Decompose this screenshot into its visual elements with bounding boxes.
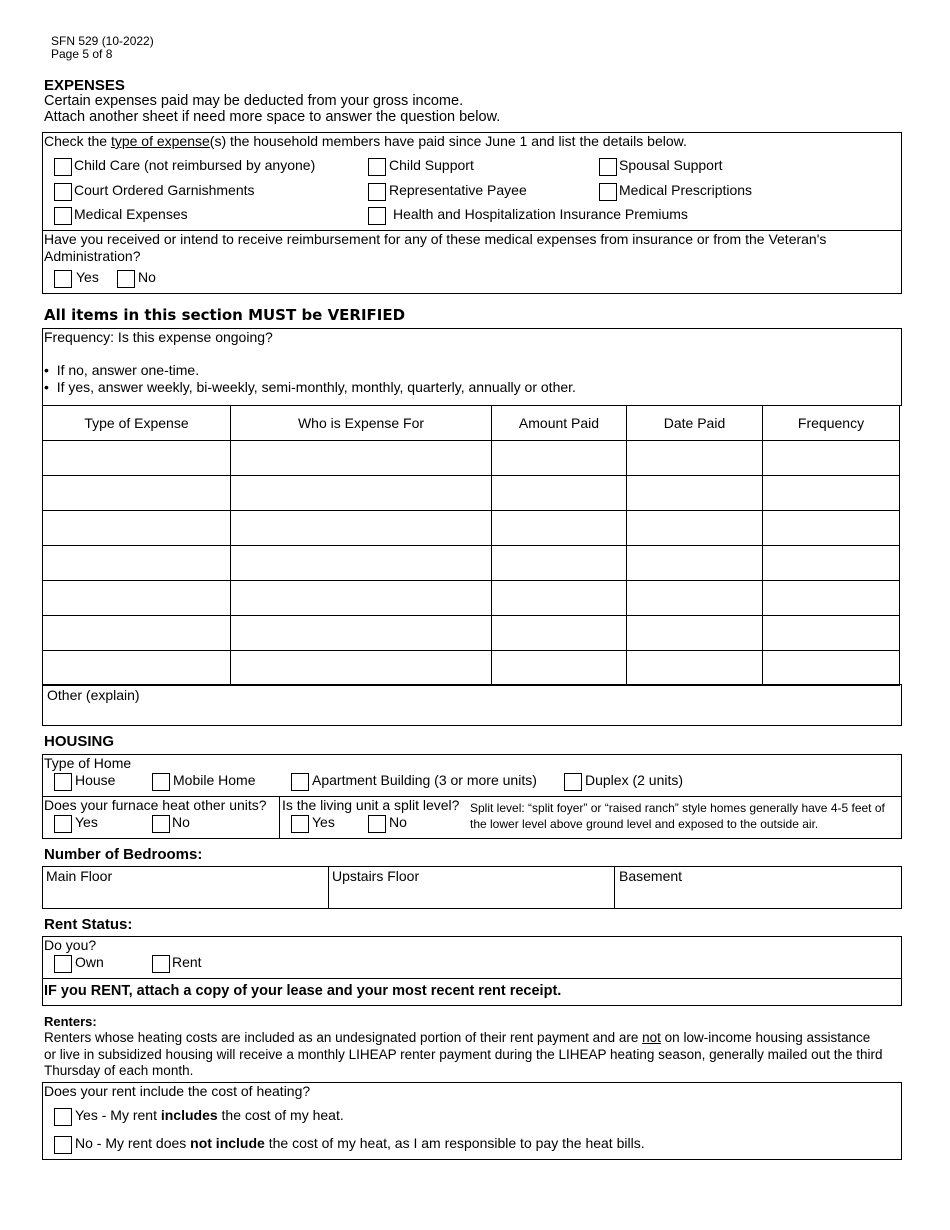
col-date: Date Paid	[627, 406, 763, 441]
cell-date[interactable]	[627, 476, 763, 511]
heat-no-checkbox[interactable]	[54, 1136, 72, 1154]
split-yes-label: Yes	[312, 814, 335, 830]
lease-notice: IF you RENT, attach a copy of your lease and your most recent rent receipt.	[44, 983, 562, 999]
cell-type[interactable]	[43, 441, 231, 476]
housing-title: HOUSING	[44, 733, 115, 750]
expenses-intro	[44, 93, 500, 125]
type-of-expense-link: type of expense	[110, 133, 210, 149]
renters-para-not: not	[642, 1030, 661, 1045]
furnace-yes-label: Yes	[75, 814, 98, 830]
cell-who[interactable]	[231, 441, 492, 476]
child-support-checkbox[interactable]	[368, 158, 386, 176]
heat-yes-label	[75, 1107, 344, 1123]
expense-table-body	[43, 441, 900, 686]
cell-type[interactable]	[43, 511, 231, 546]
cell-who[interactable]	[231, 616, 492, 651]
cell-frequency[interactable]	[763, 581, 900, 616]
basement-label: Basement	[619, 868, 683, 884]
table-row	[43, 651, 900, 686]
reimbursement-yes-checkbox[interactable]	[54, 270, 72, 288]
rent-status-title: Rent Status:	[44, 916, 133, 933]
table-header-row	[43, 406, 900, 441]
rep-payee-checkbox[interactable]	[368, 183, 386, 201]
col-amount: Amount Paid	[492, 406, 627, 441]
expense-table	[42, 405, 900, 686]
garnishments-label: Court Ordered Garnishments	[74, 182, 255, 198]
reimbursement-question: Have you received or intend to receive reimbursement for any of these medical expenses from insurance or from the Veteran's Administration?	[44, 231, 827, 264]
page-number: Page 5 of 8	[51, 47, 113, 61]
cell-who[interactable]	[231, 581, 492, 616]
frequency-question: Frequency: Is this expense ongoing?	[44, 329, 273, 345]
apartment-label: Apartment Building (3 or more units)	[312, 772, 537, 788]
basement-input[interactable]	[616, 886, 900, 907]
divider	[328, 866, 329, 909]
heat-yes-checkbox[interactable]	[54, 1108, 72, 1126]
cell-frequency[interactable]	[763, 546, 900, 581]
cell-type[interactable]	[43, 546, 231, 581]
cell-amount[interactable]	[492, 441, 627, 476]
renters-para-a: Renters whose heating costs are included as an undesignated portion of their rent payment and are	[44, 1030, 643, 1045]
check-instruction-pre: Check the	[44, 133, 111, 149]
cell-date[interactable]	[627, 441, 763, 476]
rent-checkbox[interactable]	[152, 955, 170, 973]
heat-yes-c: the cost of my heat.	[217, 1107, 344, 1123]
table-row	[43, 511, 900, 546]
duplex-label: Duplex (2 units)	[585, 772, 684, 788]
reimbursement-no-label: No	[138, 269, 156, 285]
house-label: House	[75, 772, 116, 788]
child-support-label: Child Support	[389, 157, 474, 173]
cell-who[interactable]	[231, 546, 492, 581]
cell-frequency[interactable]	[763, 651, 900, 686]
cell-type[interactable]	[43, 651, 231, 686]
table-row	[43, 476, 900, 511]
verified-title: All items in this section MUST be VERIFIED	[44, 306, 406, 324]
heat-yes-b: includes	[160, 1107, 218, 1123]
cell-amount[interactable]	[492, 511, 627, 546]
divider	[614, 866, 615, 909]
own-label: Own	[75, 954, 104, 970]
split-level-question: Is the living unit a split level?	[282, 797, 460, 813]
upstairs-floor-label: Upstairs Floor	[332, 868, 420, 884]
do-you-label: Do you?	[44, 937, 97, 953]
table-row	[43, 616, 900, 651]
cell-frequency[interactable]	[763, 616, 900, 651]
col-frequency: Frequency	[763, 406, 900, 441]
cell-who[interactable]	[231, 651, 492, 686]
expenses-intro-line2: Attach another sheet if need more space to answer the question below.	[44, 109, 501, 125]
cell-amount[interactable]	[492, 581, 627, 616]
divider	[279, 796, 280, 839]
duplex-checkbox[interactable]	[564, 773, 582, 791]
split-level-note: Split level: “split foyer” or “raised ranch” style homes generally have 4-5 feet of the lower level above ground level and exposed to the outside air.	[470, 801, 885, 831]
mobile-home-label: Mobile Home	[173, 772, 256, 788]
cell-type[interactable]	[43, 476, 231, 511]
table-row	[43, 441, 900, 476]
split-no-label: No	[389, 814, 407, 830]
bullet-ongoing-text: If yes, answer weekly, bi-weekly, semi-monthly, monthly, quarterly, annually or other.	[56, 379, 576, 395]
house-checkbox[interactable]	[54, 773, 72, 791]
cell-amount[interactable]	[492, 651, 627, 686]
furnace-no-label: No	[172, 814, 190, 830]
cell-who[interactable]	[231, 476, 492, 511]
cell-type[interactable]	[43, 616, 231, 651]
form-number-block	[51, 35, 154, 61]
main-floor-input[interactable]	[44, 886, 326, 907]
reimbursement-no-checkbox[interactable]	[117, 270, 135, 288]
furnace-no-checkbox[interactable]	[152, 815, 170, 833]
insurance-premiums-checkbox[interactable]	[368, 207, 386, 225]
cell-frequency[interactable]	[763, 441, 900, 476]
cell-amount[interactable]	[492, 476, 627, 511]
bullet-ongoing: • If yes, answer weekly, bi-weekly, semi-monthly, monthly, quarterly, annually or other.	[44, 379, 576, 395]
frequency-bullets	[44, 362, 576, 396]
own-checkbox[interactable]	[54, 955, 72, 973]
apartment-checkbox[interactable]	[291, 773, 309, 791]
check-instruction	[44, 133, 687, 149]
bullet-one-time: • If no, answer one-time.	[44, 362, 200, 378]
heat-yes-a: Yes - My rent	[75, 1107, 161, 1123]
heat-question: Does your rent include the cost of heating?	[44, 1083, 311, 1099]
furnace-yes-checkbox[interactable]	[54, 815, 72, 833]
cell-frequency[interactable]	[763, 511, 900, 546]
cell-frequency[interactable]	[763, 476, 900, 511]
split-yes-checkbox[interactable]	[291, 815, 309, 833]
child-care-label: Child Care (not reimbursed by anyone)	[74, 157, 316, 173]
bedrooms-title: Number of Bedrooms:	[44, 846, 203, 863]
medical-expenses-label: Medical Expenses	[74, 206, 188, 222]
cell-who[interactable]	[231, 511, 492, 546]
renters-paragraph	[44, 1030, 884, 1080]
cell-date[interactable]	[627, 546, 763, 581]
medical-expenses-checkbox[interactable]	[54, 207, 72, 225]
table-row	[43, 581, 900, 616]
reimbursement-yes-label: Yes	[76, 269, 99, 285]
check-instruction-post: (s) the household members have paid since June 1 and list the details below.	[209, 133, 687, 149]
furnace-question: Does your furnace heat other units?	[44, 797, 267, 813]
cell-date[interactable]	[627, 581, 763, 616]
upstairs-floor-input[interactable]	[330, 886, 612, 907]
other-explain-label: Other (explain)	[47, 687, 140, 703]
heat-no-c: the cost of my heat, as I am responsible to pay the heat bills.	[264, 1135, 645, 1151]
form-number: SFN 529 (10-2022)	[51, 34, 154, 48]
cell-amount[interactable]	[492, 546, 627, 581]
child-care-checkbox[interactable]	[54, 158, 72, 176]
type-of-home-label: Type of Home	[44, 755, 132, 771]
rep-payee-label: Representative Payee	[389, 182, 527, 198]
col-who: Who is Expense For	[231, 406, 492, 441]
renters-title: Renters:	[44, 1014, 97, 1029]
cell-date[interactable]	[627, 616, 763, 651]
insurance-premiums-label: Health and Hospitalization Insurance Premiums	[393, 206, 688, 222]
cell-amount[interactable]	[492, 616, 627, 651]
cell-type[interactable]	[43, 581, 231, 616]
bullet-one-time-text: If no, answer one-time.	[56, 362, 200, 378]
expenses-intro-line1: Certain expenses paid may be deducted from your gross income.	[44, 93, 464, 109]
renters-para-b: on low-income housing assistance or live in subsidized housing will receive a monthly LIHEAP renter payment during the LIHEAP heating season, generally mailed out the third Thursday of each month.	[44, 1030, 883, 1078]
expenses-title: EXPENSES	[44, 77, 125, 94]
rent-label: Rent	[172, 954, 202, 970]
prescriptions-label: Medical Prescriptions	[619, 182, 753, 198]
spousal-support-label: Spousal Support	[619, 157, 723, 173]
table-row	[43, 546, 900, 581]
garnishments-checkbox[interactable]	[54, 183, 72, 201]
mobile-home-checkbox[interactable]	[152, 773, 170, 791]
other-explain-field[interactable]	[42, 684, 902, 726]
cell-date[interactable]	[627, 511, 763, 546]
divider	[42, 978, 902, 979]
main-floor-label: Main Floor	[46, 868, 113, 884]
spousal-support-checkbox[interactable]	[599, 158, 617, 176]
heat-no-a: No - My rent does	[75, 1135, 191, 1151]
heat-no-b: not include	[190, 1135, 265, 1151]
split-no-checkbox[interactable]	[368, 815, 386, 833]
cell-date[interactable]	[627, 651, 763, 686]
heat-no-label	[75, 1135, 645, 1151]
prescriptions-checkbox[interactable]	[599, 183, 617, 201]
col-type: Type of Expense	[43, 406, 231, 441]
